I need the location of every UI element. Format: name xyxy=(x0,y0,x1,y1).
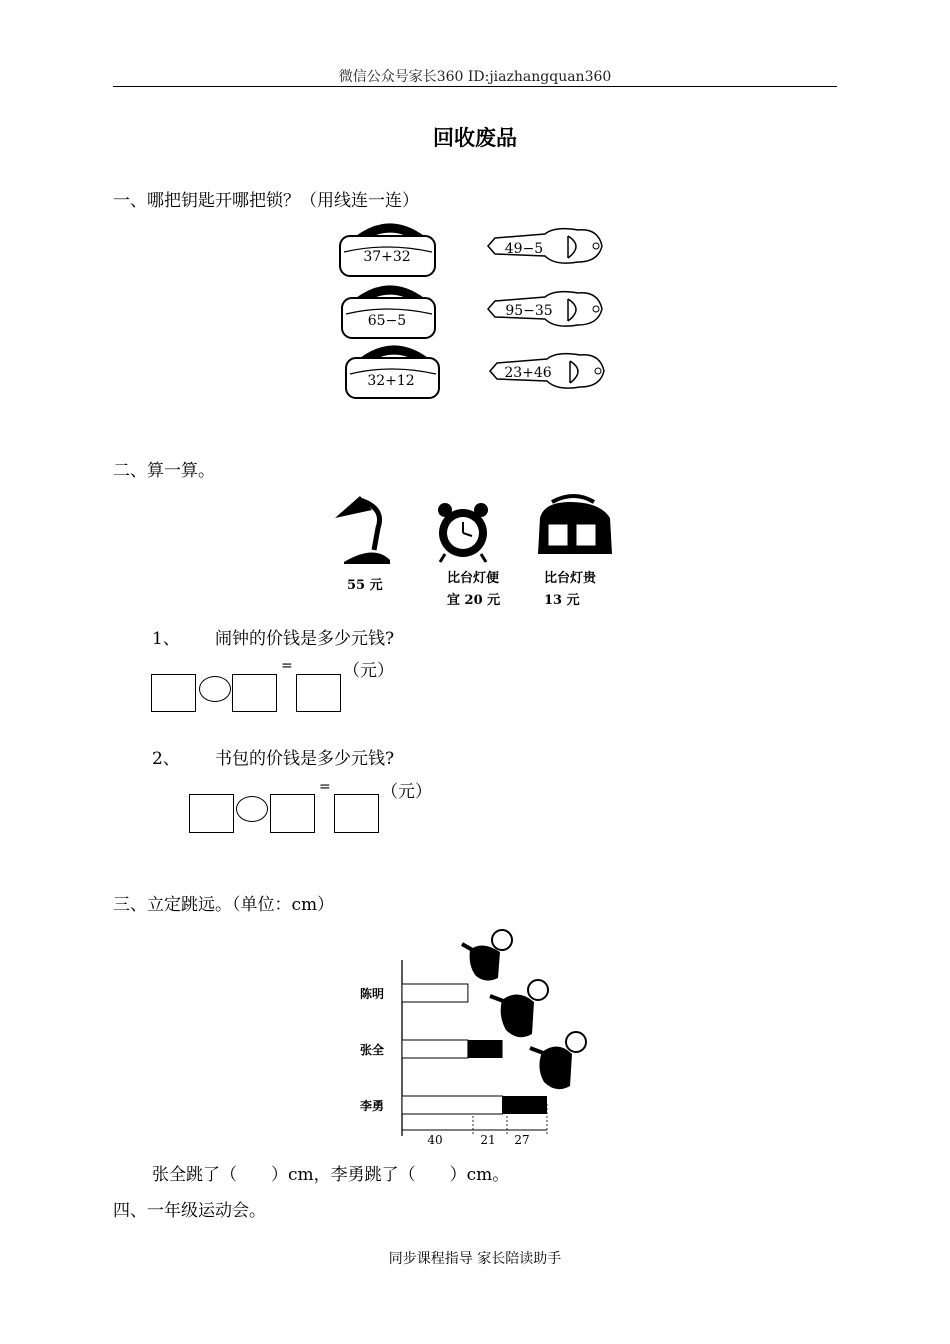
lamp-price: 55 元 xyxy=(347,578,383,593)
q1-equals: = xyxy=(281,658,293,674)
q1-unit: （元） xyxy=(343,661,394,681)
lock-2-expr: 65−5 xyxy=(367,313,407,329)
page-header: 微信公众号家长360 ID:jiazhangquan360 xyxy=(338,69,612,85)
q2-operator-circle[interactable] xyxy=(236,796,268,822)
bar-0-base xyxy=(402,984,468,1002)
q2-text: 书包的价钱是多少元钱? xyxy=(215,749,395,769)
bag-caption-line2: 13 元 xyxy=(544,593,580,608)
section3-answer-line: 张全跳了（ ）cm，李勇跳了（ ）cm。 xyxy=(152,1165,510,1185)
key-1-expr: 49−5 xyxy=(504,241,544,257)
section1-heading: 一、哪把钥匙开哪把锁？（用线连一连） xyxy=(113,191,419,211)
lock-3-expr: 32+12 xyxy=(367,373,415,389)
bar-2-base xyxy=(402,1096,503,1114)
key-1 xyxy=(488,229,602,263)
jumper-2-icon xyxy=(490,980,548,1037)
q1-result-box[interactable] xyxy=(296,674,341,712)
segment-label-21: 21 xyxy=(480,1133,496,1147)
q2-box-1[interactable] xyxy=(189,794,234,833)
bar-1-base xyxy=(402,1040,468,1058)
q2-result-box[interactable] xyxy=(334,794,379,833)
key-2-expr: 95−35 xyxy=(505,303,553,319)
key-3 xyxy=(490,354,604,388)
key-3-expr: 23+46 xyxy=(504,365,552,381)
lamp-icon xyxy=(335,496,390,564)
q1-box-2[interactable] xyxy=(232,674,277,712)
schoolbag-icon xyxy=(538,496,612,554)
page-title: 回收废品 xyxy=(433,125,517,150)
q1-number: 1、 xyxy=(152,629,180,649)
jumper-3-icon xyxy=(530,1032,586,1089)
lock-2 xyxy=(342,290,435,338)
segment-label-40: 40 xyxy=(427,1133,443,1147)
section4-heading: 四、一年级运动会。 xyxy=(113,1201,266,1221)
q2-box-2[interactable] xyxy=(270,794,315,833)
alarm-clock-icon xyxy=(438,503,488,562)
header-divider xyxy=(113,86,837,87)
bag-caption-line1: 比台灯贵 xyxy=(544,571,597,586)
page-footer: 同步课程指导 家长陪读助手 xyxy=(388,1251,562,1267)
lock-1-expr: 37+32 xyxy=(363,249,411,265)
lock-1 xyxy=(340,228,435,276)
jumper-1-icon xyxy=(462,930,512,981)
q1-operator-circle[interactable] xyxy=(199,676,231,702)
q2-number: 2、 xyxy=(152,749,180,769)
items-figure xyxy=(330,488,620,566)
q2-unit: （元） xyxy=(381,782,432,802)
key-2 xyxy=(488,292,602,326)
locks-keys-figure xyxy=(330,218,620,408)
lock-3 xyxy=(346,350,439,398)
bar-label-chenming: 陈明 xyxy=(359,987,385,1001)
section3-heading: 三、立定跳远。（单位：cm） xyxy=(113,895,335,915)
bar-label-liyong: 李勇 xyxy=(359,1099,385,1113)
clock-caption-line1: 比台灯便 xyxy=(447,571,500,586)
bar-1-extra xyxy=(468,1040,503,1058)
q1-text: 闹钟的价钱是多少元钱? xyxy=(215,629,395,649)
q2-equals: = xyxy=(319,779,331,795)
long-jump-chart xyxy=(350,922,590,1147)
clock-caption-line2: 宜 20 元 xyxy=(447,593,501,608)
segment-label-27: 27 xyxy=(514,1133,530,1147)
section2-heading: 二、算一算。 xyxy=(113,461,215,481)
q1-box-1[interactable] xyxy=(151,674,196,712)
bar-label-zhangquan: 张全 xyxy=(359,1043,385,1057)
bar-2-extra xyxy=(503,1096,547,1114)
